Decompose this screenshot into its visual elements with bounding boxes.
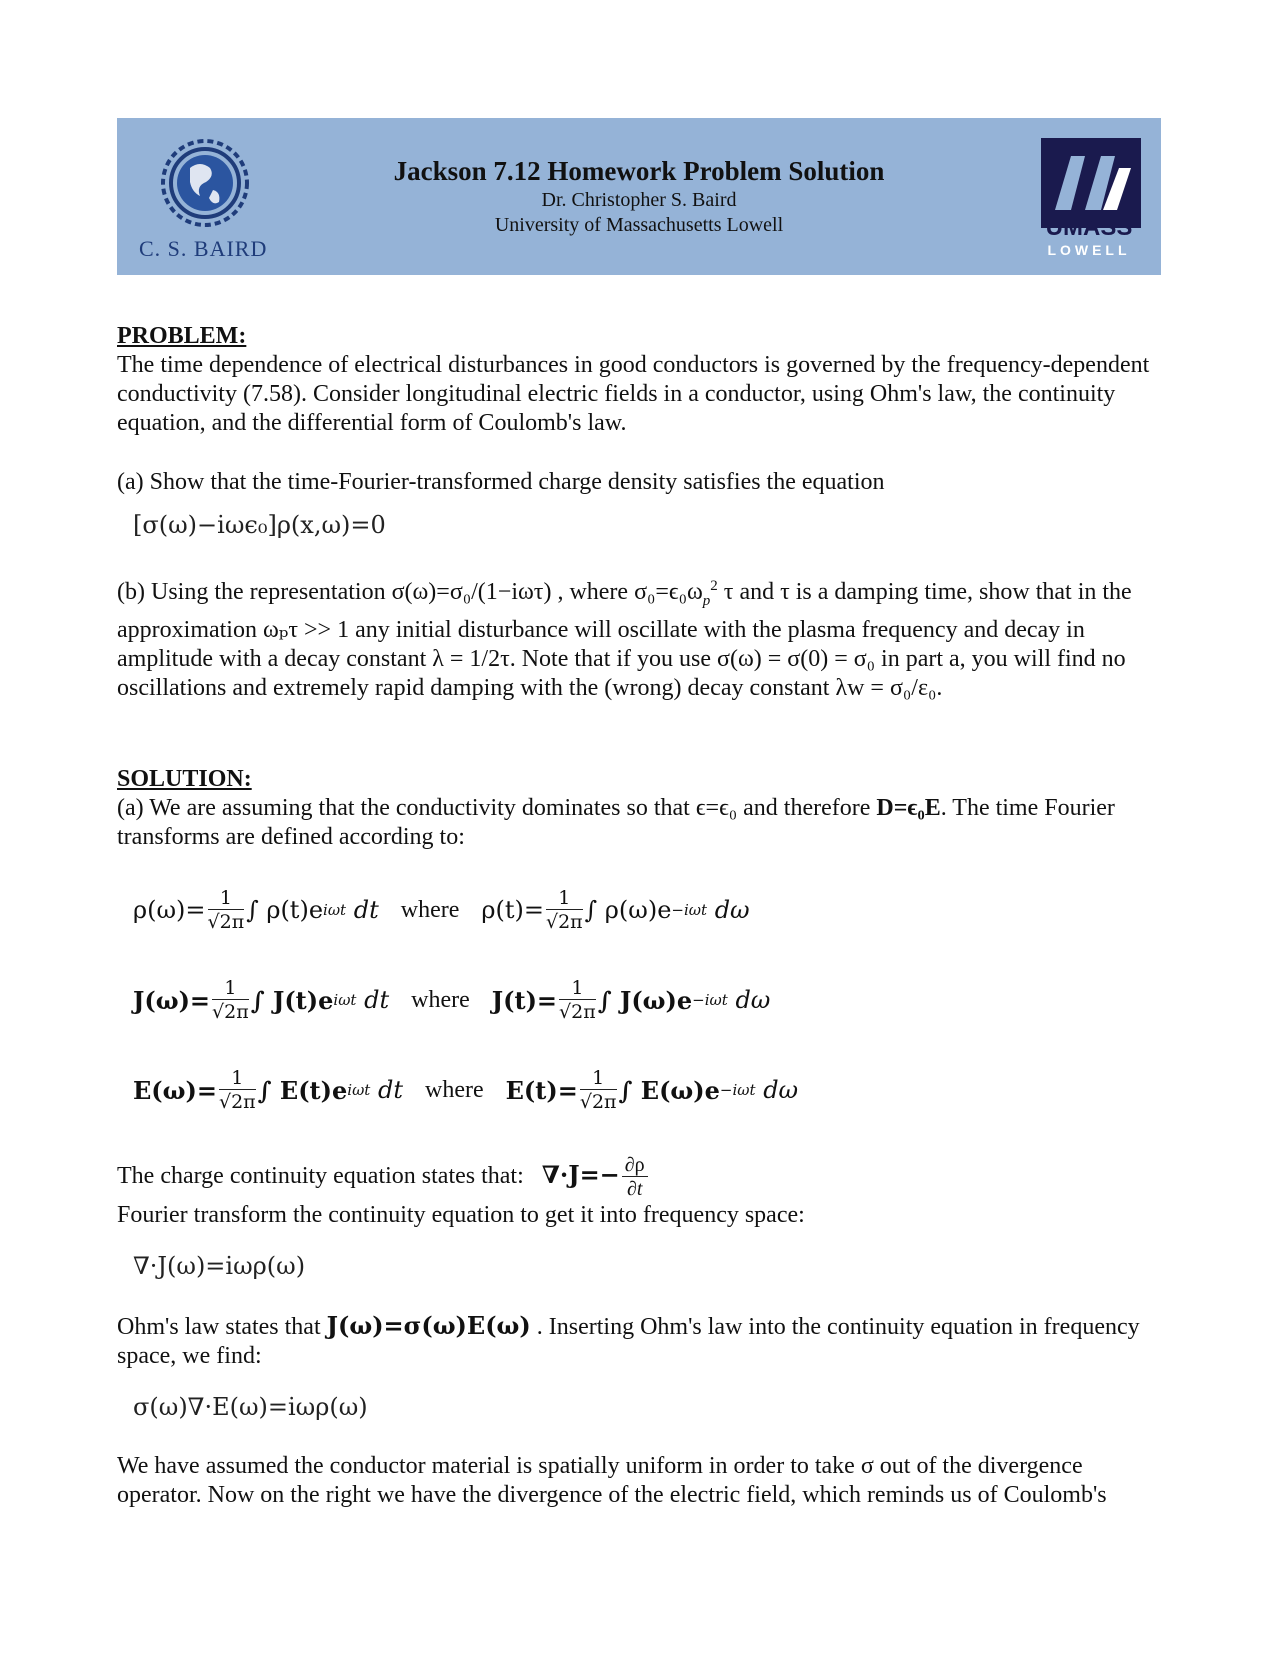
final-paragraph: We have assumed the conductor material is spatially uniform in order to take σ out of the divergence operator. Now on the right we have the divergence of the electric field, which reminds us of Coulomb's <box>117 1452 1107 1508</box>
continuity-line <box>117 1154 1162 1201</box>
fraction: $\frac{1}{√2\pi}$ <box>218 1067 256 1114</box>
problem-heading: PROBLEM: <box>117 323 247 349</box>
umass-text: UMASS <box>1045 214 1133 241</box>
problem-intro: The time dependence of electrical disturbances in good conductors is governed by the frequency-dependent conductivity (7.58). Consider longitudinal electric fields in a conductor, using Ohm's law, the continuity equation, and the differential form of Coulomb's law. <box>117 352 1150 436</box>
problem-part-a: (a) Show that the time-Fourier-transformed charge density satisfies the equation <box>117 469 885 495</box>
fourier-lhs2: ρ(t)= <box>481 896 544 925</box>
lowell-text: LOWELL <box>1047 242 1131 258</box>
where-label: where <box>425 1077 484 1104</box>
solution-intro <box>117 794 1162 852</box>
author: Dr. Christopher S. Baird <box>541 189 737 211</box>
document-body <box>117 322 1162 1510</box>
header-banner <box>117 118 1161 275</box>
fourier-integrand: ∫ ρ(t)e <box>246 896 324 925</box>
part-b-text-1: (b) Using the representation σ(ω)=σ₀/(1−iωτ) , where σ₀=ϵ₀ω <box>117 579 703 605</box>
fourier-definitions <box>117 866 1162 1136</box>
fourier-row-rho: ρ(ω)= $\frac{1}{√2\pi}$ ∫ ρ(t)e iωt dt where ρ(t)= $\frac{1}{√2\pi}$ ∫ ρ(ω)e −iωt dω <box>133 887 750 934</box>
solution-heading: SOLUTION: <box>117 765 252 792</box>
continuity-eq: ∇·J=− <box>541 1159 620 1189</box>
equation-continuity-freq: ∇·J(ω)=iωρ(ω) <box>133 1251 306 1280</box>
equation-ohm-continuity: σ(ω)∇·E(ω)=iωρ(ω) <box>133 1392 368 1421</box>
fourier-row-j: J(ω)= $\frac{1}{√2\pi}$ ∫ J(t)e iωt dt where J(t)= $\frac{1}{√2\pi}$ ∫ J(ω)e −iωt dω <box>133 977 771 1024</box>
fraction: $\frac{1}{√2\pi}$ <box>545 887 583 934</box>
affiliation: University of Massachusetts Lowell <box>494 214 784 236</box>
solution-intro-eq: D=ϵ₀E <box>876 794 941 821</box>
where-label: where <box>411 987 470 1014</box>
solution-intro-3: . The time Fourier transforms are defined according to: <box>117 794 1115 850</box>
squared-sup: 2 <box>710 578 718 594</box>
where-label: where <box>400 897 460 924</box>
problem-part-b <box>117 572 1162 703</box>
ohm-eq: J(ω)=σ(ω)E(ω) <box>326 1310 531 1340</box>
fourier-text: Fourier transform the continuity equation to get it into frequency space: <box>117 1201 805 1228</box>
fraction: $\frac{1}{√2\pi}$ <box>559 977 596 1024</box>
partial-fraction: $\frac{\partial\rho}{\partial t}$ <box>622 1154 648 1201</box>
fraction: $\frac{1}{√2\pi}$ <box>212 977 249 1024</box>
p-sub: p <box>702 592 711 609</box>
part-b-text-2: τ and τ is a damping time, show that in the approximation ωₚτ >> 1 any initial disturbance will oscillate with the plasma frequency and decay in amplitude with a decay constant λ = 1/2τ. Note that if you use σ(ω) = σ(0) = σ₀ in part a, you will find no oscillations and extremely rapid damping with the (wrong) decay constant λw = σ₀/ε₀. <box>117 579 1132 701</box>
equation-a: [σ(ω)−iωϵ₀]ρ(x,ω)=0 <box>133 511 386 539</box>
solution-intro-1: (a) We are assuming that the conductivity dominates so that ϵ=ϵ₀ and therefore <box>117 794 871 821</box>
page-title: Jackson 7.12 Homework Problem Solution <box>393 156 885 186</box>
title-block <box>117 154 1161 238</box>
fourier-row-e: E(ω)= $\frac{1}{√2\pi}$ ∫ E(t)e iωt dt where E(t)= $\frac{1}{√2\pi}$ ∫ E(ω)e −iωt dω <box>133 1067 799 1114</box>
continuity-text: The charge continuity equation states that: <box>117 1162 524 1189</box>
fraction: $\frac{1}{√2\pi}$ <box>579 1067 617 1114</box>
ohm-line: Ohm's law states that J(ω)=σ(ω)E(ω) . Inserting Ohm's law into the continuity equation in frequency space, we find: <box>117 1310 1140 1369</box>
fourier-lhs: ρ(ω)= <box>133 896 206 925</box>
fraction: $\frac{1}{√2\pi}$ <box>207 887 245 934</box>
baird-logo-text: C. S. BAIRD <box>139 236 268 261</box>
